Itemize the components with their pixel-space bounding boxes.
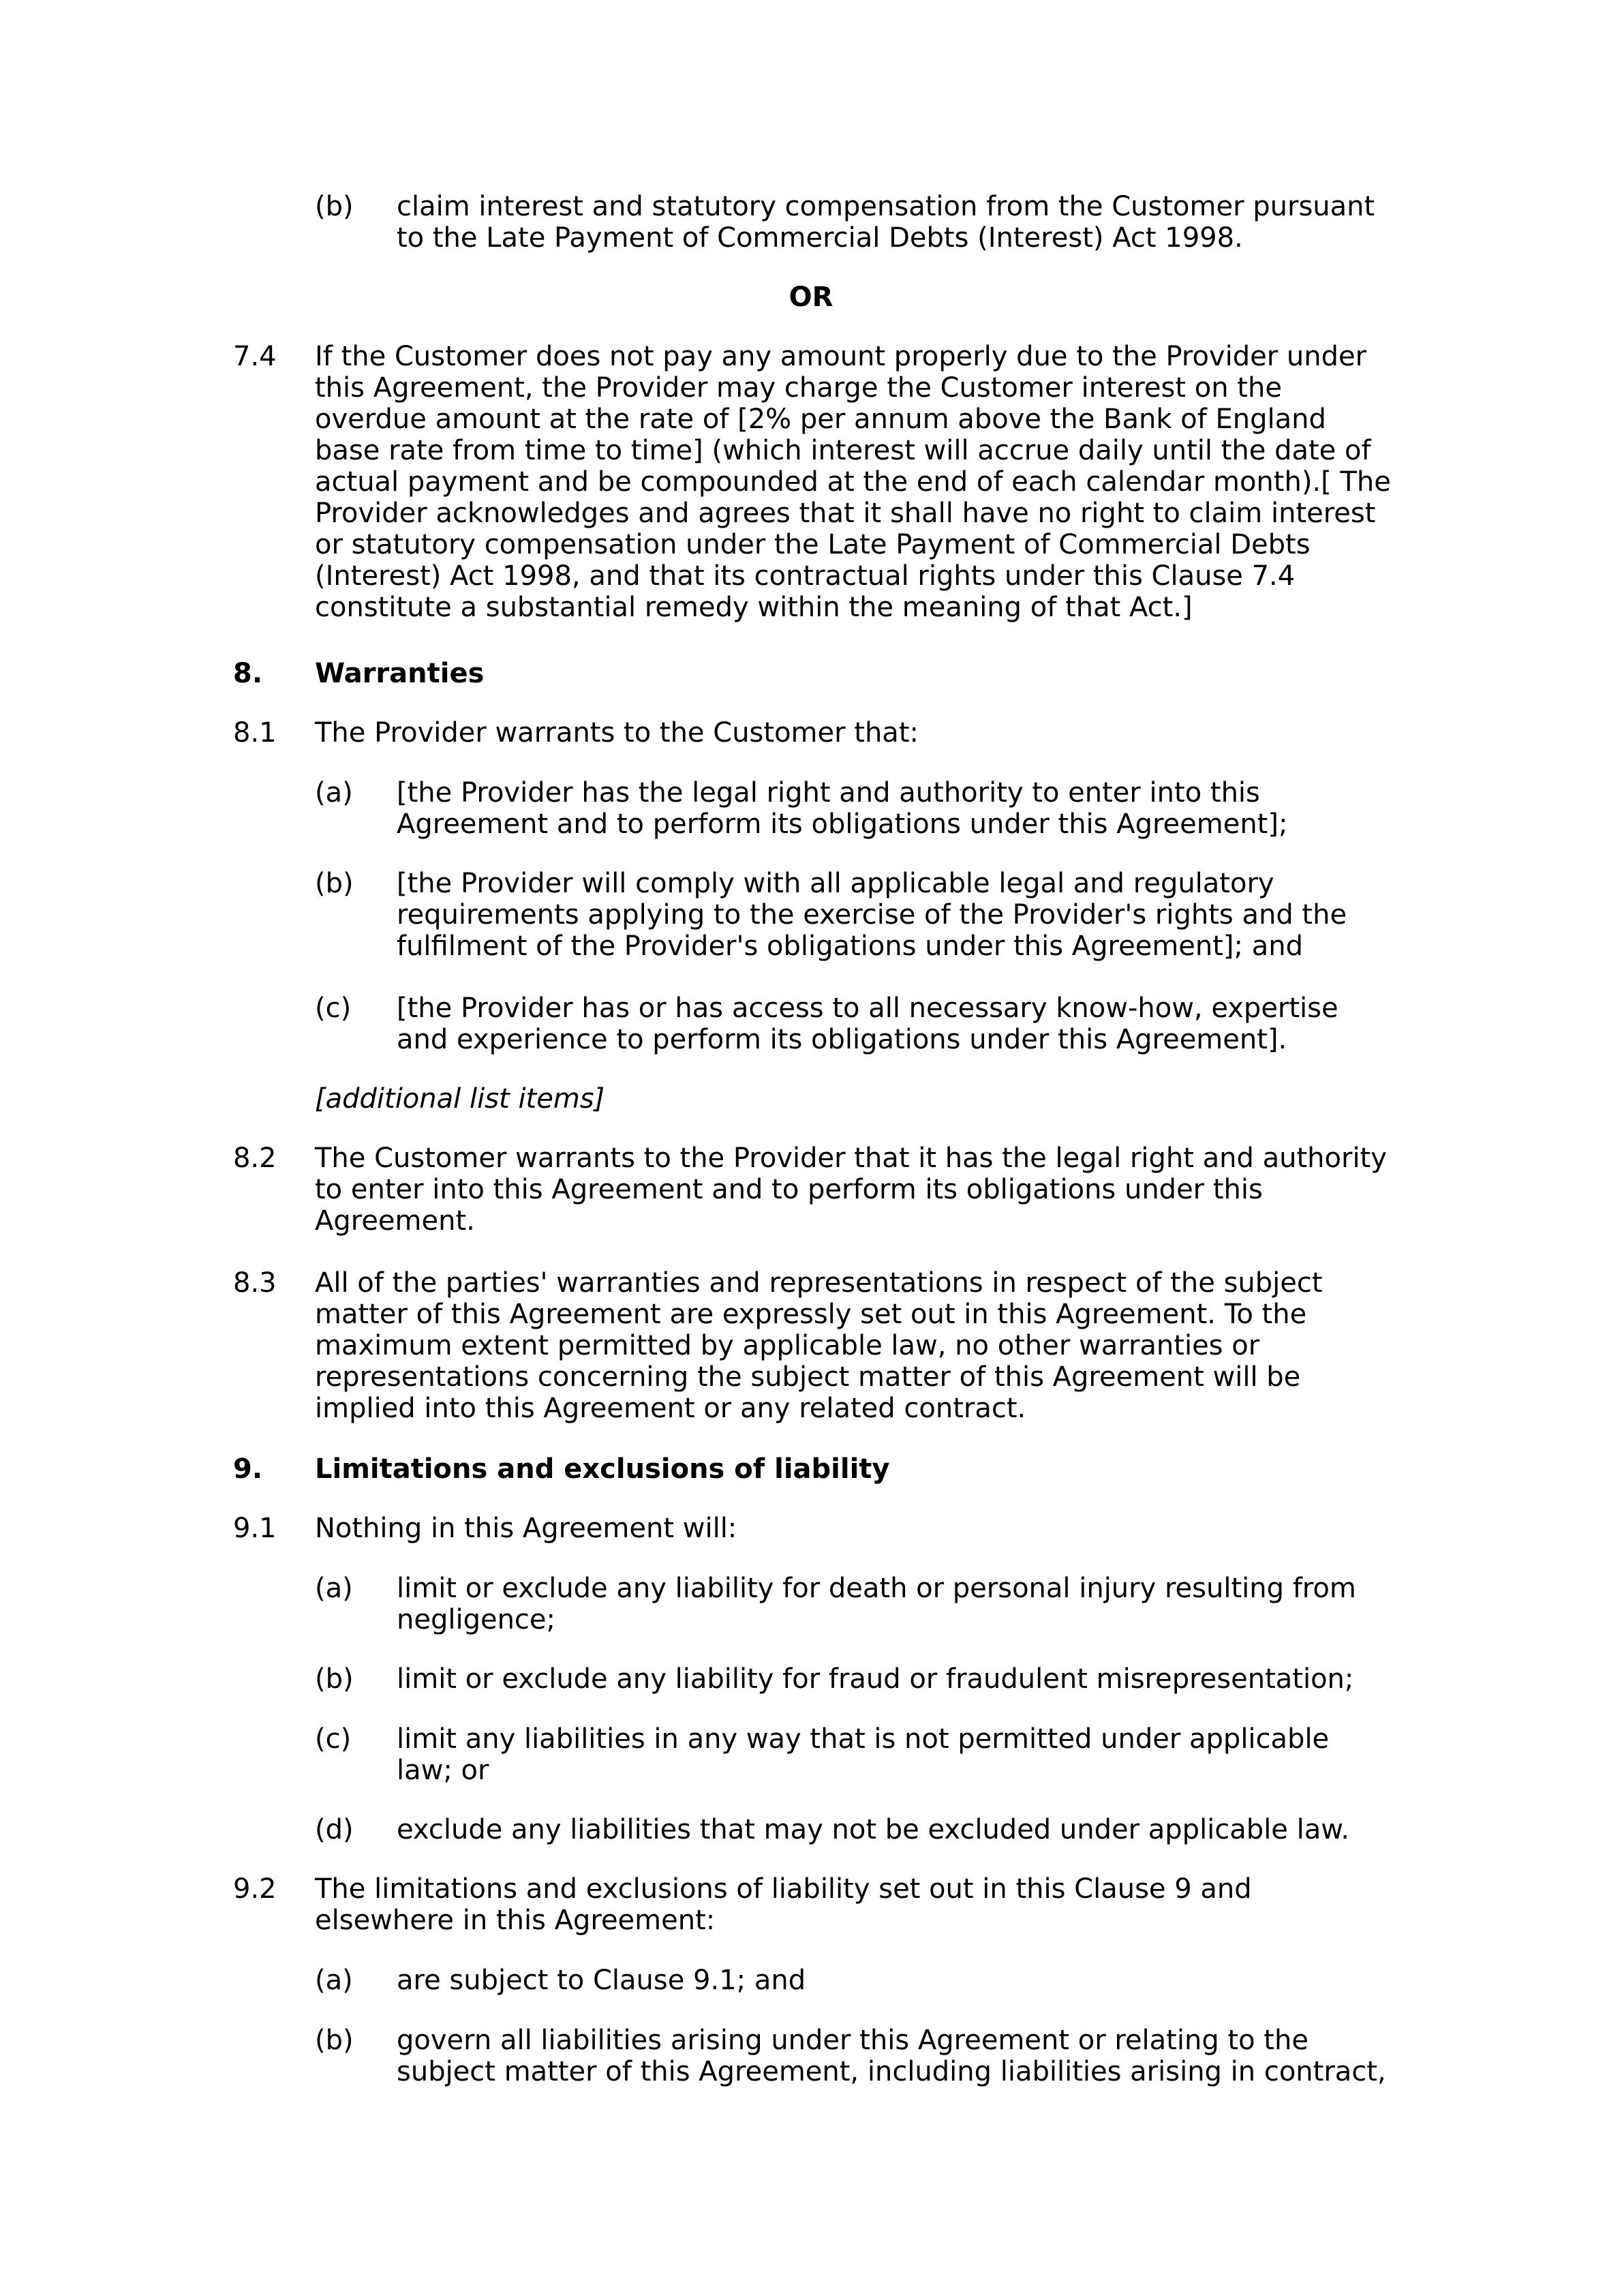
additional-list-items-note: [additional list items] [315,1083,605,1115]
item-number: (c) [315,1723,352,1755]
clause-text: All of the parties' warranties and representations in respect of the subject matter of this Agreement are expressly set out in this Agreement. To the maximum extent permitted by applicable law, no other warranties or representations concerning the subject matter of this Agreement will be implied into this Agreement or any related contract. [315,1267,1323,1424]
clause-number: 7.4 [233,341,277,372]
item-number: (b) [315,868,354,899]
clause-number: 8.3 [233,1267,277,1299]
section-9-heading [233,1453,1392,1485]
clause-9-1-c [315,1723,1392,1786]
item-text: [the Provider has the legal right and authority to enter into this Agreement and to perform its obligations under this Agreement]; [397,777,1288,840]
clause-number: 8.2 [233,1143,277,1174]
clause-9-2-b [315,2025,1392,2087]
clause-9-2 [233,1873,1392,1936]
item-number: (a) [315,777,353,809]
clause-text: The Customer warrants to the Provider that it has the legal right and authority to enter into this Agreement and to perform its obligations under this Agreement. [315,1143,1387,1237]
clause-9-1-b [315,1663,1392,1695]
section-8-heading [233,658,1392,689]
clause-number: 9.2 [233,1873,277,1905]
clause-7-4 [233,341,1392,623]
item-text: [the Provider has or has access to all necessary know-how, expertise and experience to perform its obligations under this Agreement]. [397,993,1338,1055]
section-title: Warranties [315,658,485,689]
section-number: 9. [233,1453,263,1485]
clause-9-1-a [315,1573,1392,1635]
item-text: exclude any liabilities that may not be excluded under applicable law. [397,1814,1350,1845]
clause-text: Nothing in this Agreement will: [315,1513,737,1544]
clause-9-1 [233,1513,1392,1544]
clause-text: The limitations and exclusions of liability set out in this Clause 9 and elsewhere in this Agreement: [315,1873,1252,1936]
item-text: limit any liabilities in any way that is not permitted under applicable law; or [397,1723,1330,1786]
clause-9-2-a [315,1965,1392,1996]
item-number: (d) [315,1814,354,1845]
item-text: limit or exclude any liability for death or personal injury resulting from negligence; [397,1573,1356,1635]
item-text: are subject to Clause 9.1; and [397,1965,806,1996]
clause-text: If the Customer does not pay any amount properly due to the Provider under this Agreement, the Provider may charge the Customer interest on the overdue amount at the rate of [2% per annum above the Bank of England base rate from time to time] (which interest will accrue daily until the date of actual payment and be compounded at the end of each calendar month).[ The Provider acknowledges and agrees that it shall have no right to claim interest or statutory compensation under the Late Payment of Commercial Debts (Interest) Act 1998, and that its contractual rights under this Clause 7.4 constitute a substantial remedy within the meaning of that Act.] [315,341,1391,623]
item-text: limit or exclude any liability for fraud or fraudulent misrepresentation; [397,1663,1354,1695]
clause-text: The Provider warrants to the Customer that: [315,717,919,749]
item-number: (b) [315,2025,354,2056]
item-number: (a) [315,1573,353,1604]
clause-8-3 [233,1267,1392,1424]
clause-8-1-a [315,777,1392,840]
clause-number: 8.1 [233,717,277,749]
item-text: [the Provider will comply with all applicable legal and regulatory requirements applying to the exercise of the Provider's rights and the fulfilment of the Provider's obligations under this Agreement]; and [397,868,1347,962]
clause-8-1-b [315,868,1392,962]
clause-number: 9.1 [233,1513,277,1544]
item-text: govern all liabilities arising under this Agreement or relating to the subject matter of this Agreement, including liabilities arising in contract, [397,2025,1386,2087]
section-title: Limitations and exclusions of liability [315,1453,890,1485]
or-separator: OR [789,282,833,313]
item-number: (c) [315,993,352,1024]
item-number: (b) [315,191,354,222]
item-text: claim interest and statutory compensation from the Customer pursuant to the Late Payment of Commercial Debts (Interest) Act 1998. [397,191,1375,254]
section-number: 8. [233,658,263,689]
clause-9-1-d [315,1814,1392,1845]
clause-7-3-b [315,191,1392,254]
item-number: (a) [315,1965,353,1996]
clause-8-1-c [315,993,1392,1055]
clause-8-2 [233,1143,1392,1237]
item-number: (b) [315,1663,354,1695]
clause-8-1 [233,717,1392,749]
